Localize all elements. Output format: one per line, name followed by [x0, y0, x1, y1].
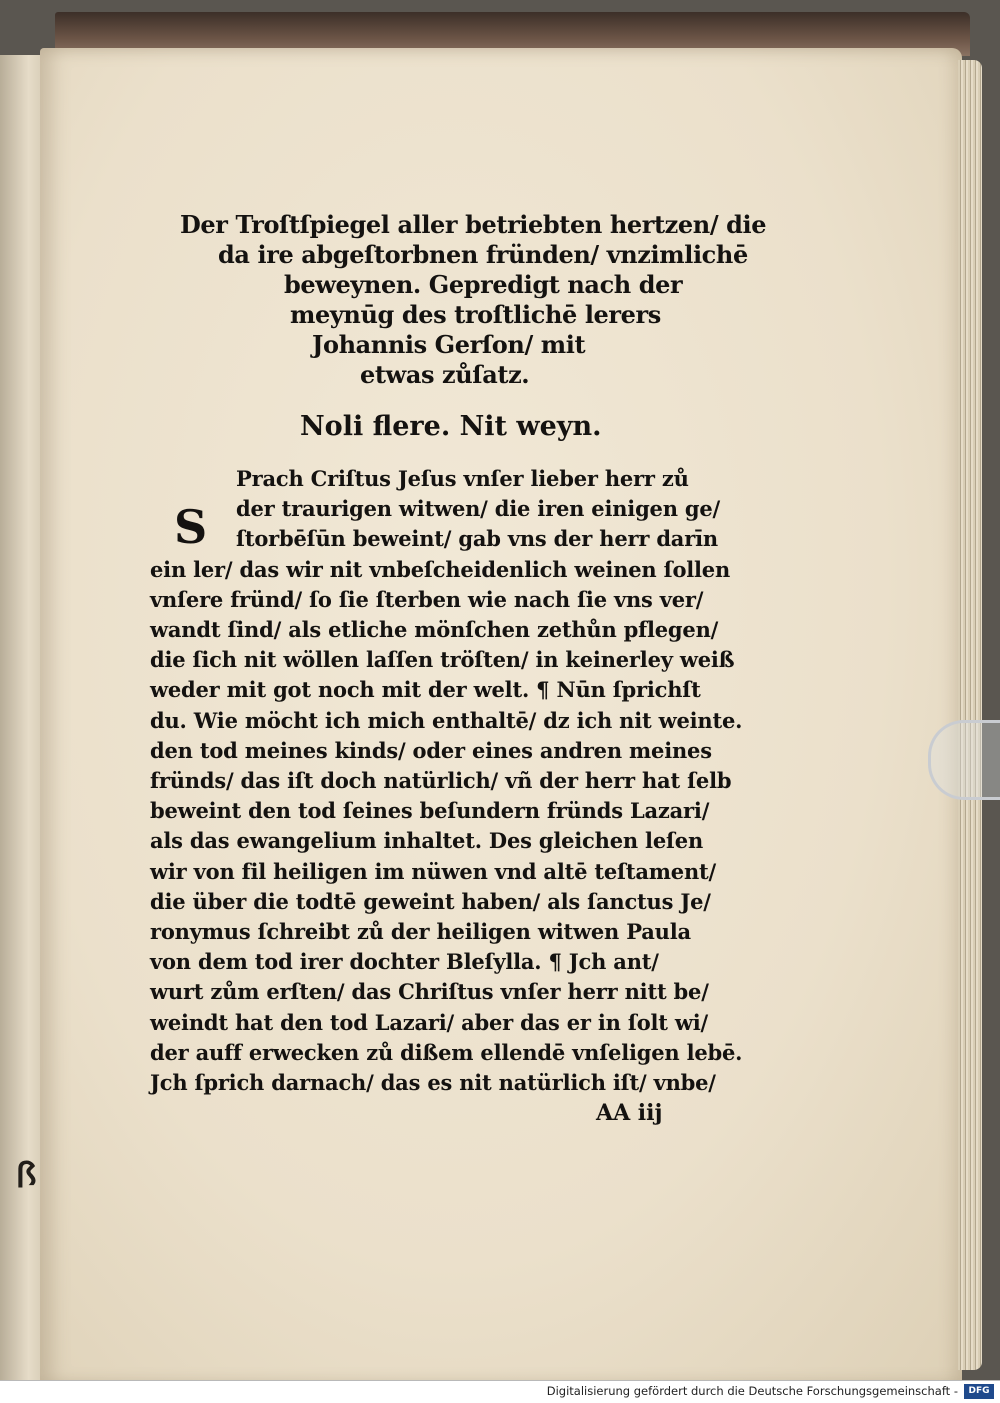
- body-line: beweint den tod ſeines beſundern fründs Lazari/: [150, 798, 710, 824]
- footer-bar: [0, 1380, 1000, 1403]
- section-heading: Noli flere. Nit weyn.: [300, 411, 602, 442]
- body-line: von dem tod irer dochter Bleſylla. ¶ Jch ant/: [150, 949, 659, 975]
- body-line: den tod meines kinds/ oder eines andren meines: [150, 737, 712, 763]
- body-line: ronymus ſchreibt zů der heiligen witwen Paula: [150, 919, 691, 945]
- title-line: Der Troſtſpiegel aller betriebten hertzen/ die: [180, 210, 767, 239]
- body-line: wir von fil heiligen im nüwen vnd altē teſtament/: [150, 858, 717, 884]
- body-line: der traurigen witwen/ die iren einigen ge/: [236, 496, 721, 522]
- body-line: Prach Criſtus Jeſus vnſer lieber herr zů: [236, 466, 689, 491]
- dfg-logo: DFG: [964, 1384, 994, 1399]
- body-line: vnſere fründ/ ſo ſie ſterben wie nach ſie vns ver/: [150, 586, 704, 612]
- body-line: weder mit got noch mit der welt. ¶ Nūn ſprichſt: [150, 677, 701, 703]
- body-line: der auff erwecken zů dißem ellendē vnſeligen lebē.: [150, 1039, 743, 1065]
- body-line: Jch ſprich darnach/ das es nit natürlich iſt/ vnbe/: [150, 1070, 716, 1096]
- page-stack-edges: [958, 60, 982, 1370]
- body-line: die über die todtē geweint haben/ als ſanctus Je/: [150, 888, 711, 914]
- body-line: weindt hat den tod Lazari/ aber das er in ſolt wi/: [150, 1009, 709, 1035]
- body-line: ſtorbēſūn beweint/ gab vns der herr darīn: [236, 526, 718, 552]
- signature-mark: AA iij: [596, 1100, 663, 1127]
- body-line: fründs/ das iſt doch natürlich/ vñ der herr hat ſelb: [150, 768, 732, 794]
- page-text-block: [150, 210, 767, 1128]
- title-line: da ire abgeſtorbnen fründen/ vnzimlichē: [218, 240, 748, 269]
- title-line: Johannis Gerſon/ mit: [312, 330, 586, 359]
- title-line: beweynen. Gepredigt nach der: [284, 270, 683, 299]
- drop-initial: S: [174, 500, 208, 554]
- body-line: wurt zům erſten/ das Chriſtus vnſer herr nitt be/: [150, 979, 709, 1005]
- page-clip-icon: [928, 720, 1000, 800]
- footer-credit: Digitalisierung gefördert durch die Deutsche Forschungsgemeinschaft -: [546, 1384, 958, 1398]
- body-line: du. Wie möcht ich mich enthaltē/ dz ich nit weinte.: [150, 707, 743, 733]
- body-line: die ſich nit wöllen laſſen tröſten/ in keinerley weiß: [150, 647, 735, 673]
- title-line: etwas zůſatz.: [360, 360, 530, 389]
- body-line: ein ler/ das wir nit vnbeſcheidenlich weinen ſollen: [150, 556, 731, 582]
- margin-mark-icon: ꟗ: [16, 1156, 37, 1196]
- body-line: als das ewangelium inhaltet. Des gleichen leſen: [150, 828, 704, 854]
- title-line: meynūg des troſtlichē lerers: [290, 300, 661, 329]
- body-line: wandt ſind/ als etliche mönſchen zethůn pflegen/: [150, 617, 719, 643]
